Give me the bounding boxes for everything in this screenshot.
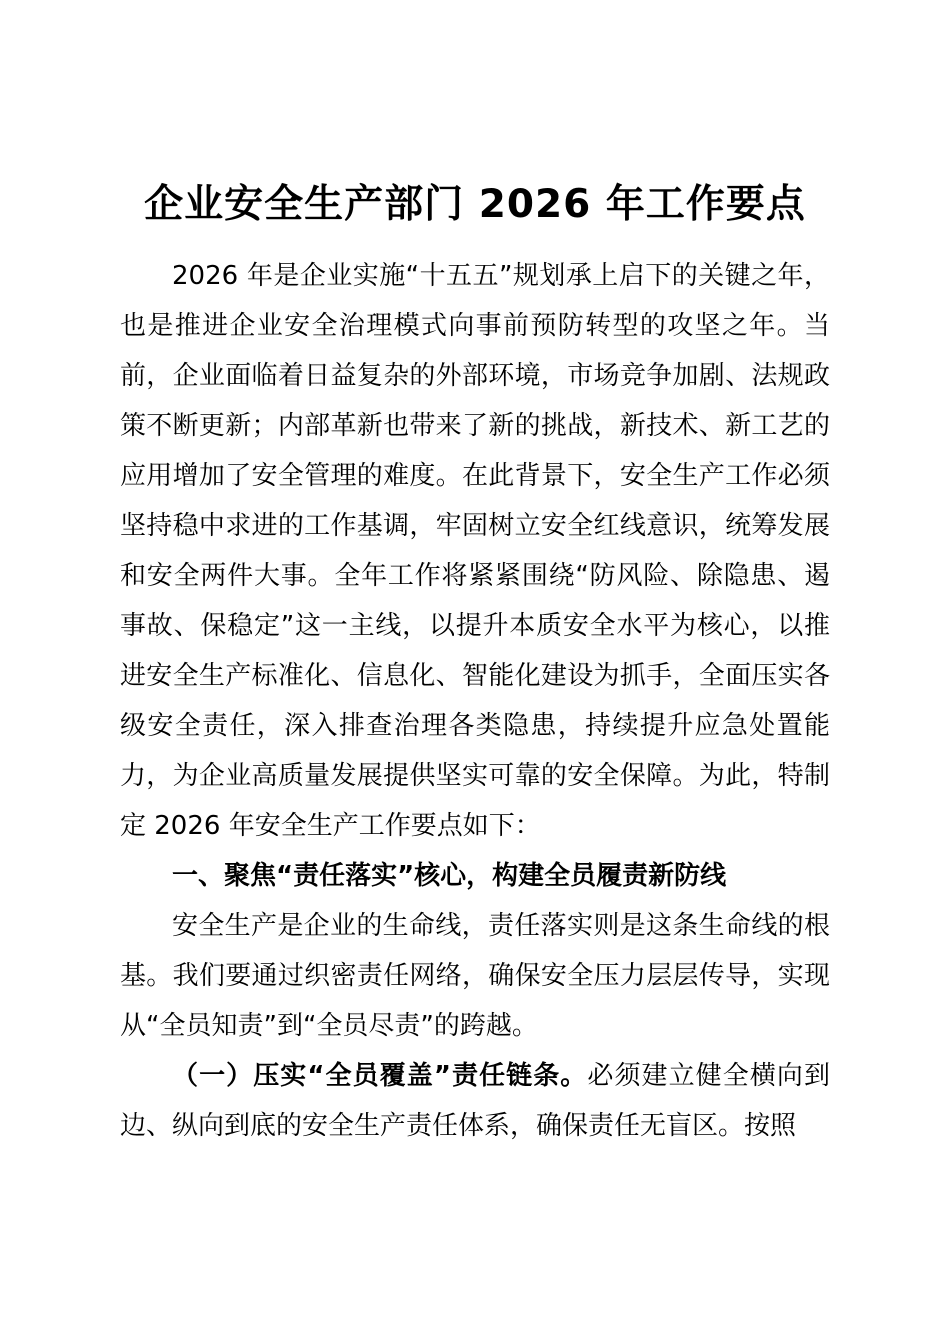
section-1-item-1 (120, 1051, 830, 1151)
section-1-heading: 一、聚焦“责任落实”核心，构建全员履责新防线 (172, 861, 727, 891)
item-1-lead: （一）压实“全员覆盖”责任链条。 (172, 1061, 588, 1091)
item-1-body: 必须建立健全横向到边、纵向到底的安全生产责任体系，确保责任无盲区。按照 (120, 1061, 830, 1141)
section-1-paragraph: 安全生产是企业的生命线，责任落实则是这条生命线的根基。我们要通过织密责任网络，确保安全压力层层传导，实现从“全员知责”到“全员尽责”的跨越。 (120, 911, 830, 1041)
document-title: 企业安全生产部门 2026 年工作要点 (144, 182, 806, 227)
intro-paragraph: 2026 年是企业实施“十五五”规划承上启下的关键之年，也是推进企业安全治理模式向事前预防转型的攻坚之年。当前，企业面临着日益复杂的外部环境，市场竞争加剧、法规政策不断更新；内部革新也带来了新的挑战，新技术、新工艺的应用增加了安全管理的难度。在此背景下，安全生产工作必须坚持稳中求进的工作基调，牢固树立安全红线意识，统筹发展和安全两件大事。全年工作将紧紧围绕“防风险、除隐患、遏事故、保稳定”这一主线，以提升本质安全水平为核心，以推进安全生产标准化、信息化、智能化建设为抓手，全面压实各级安全责任，深入排查治理各类隐患，持续提升应急处置能力，为企业高质量发展提供坚实可靠的安全保障。为此，特制定 2026 年安全生产工作要点如下： (120, 261, 830, 841)
